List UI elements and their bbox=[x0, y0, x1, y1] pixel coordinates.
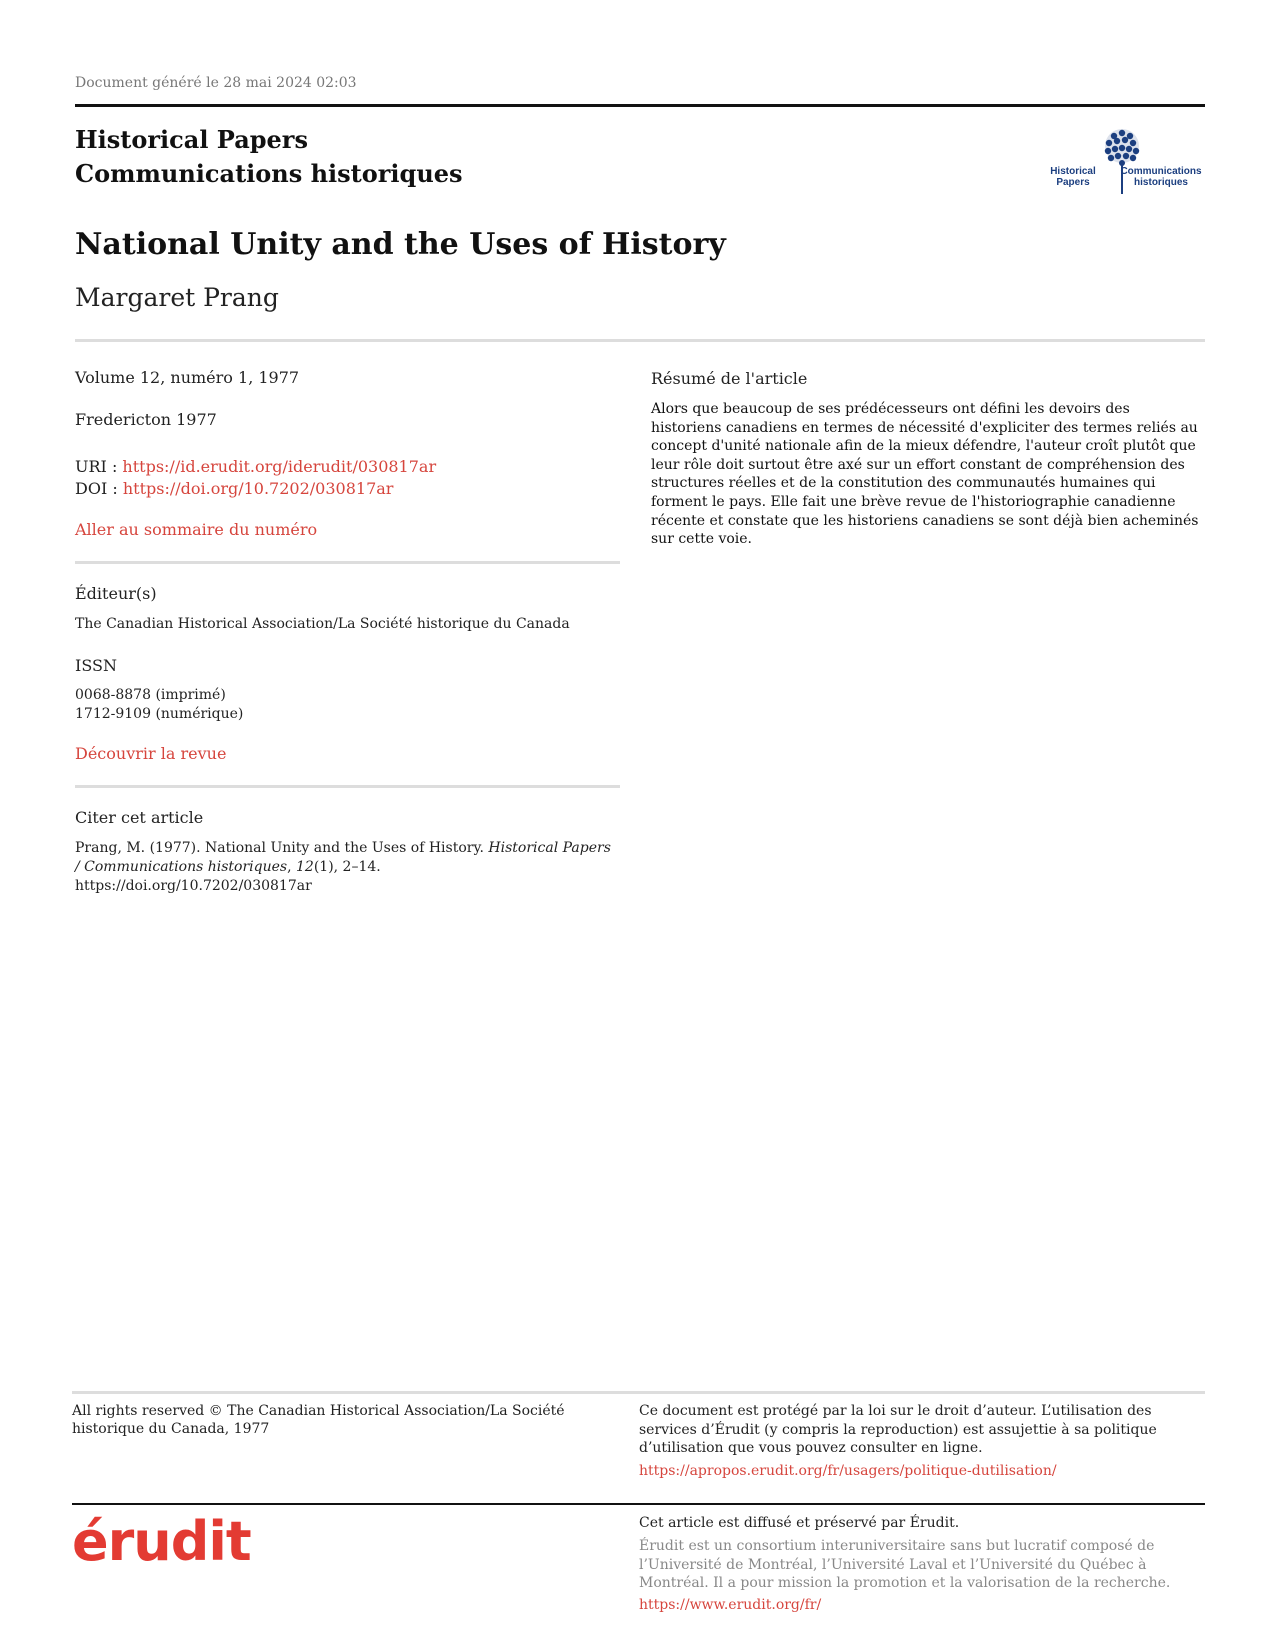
citation-journal: Historical Papers / Communications historiques bbox=[75, 840, 611, 875]
erudit-logo: érudit bbox=[72, 1510, 251, 1573]
uri-label: URI : bbox=[75, 457, 123, 476]
copyright-notice: Ce document est protégé par la loi sur le droit d’auteur. L’utilisation des services d’Érudit (y compris la reproduction) est assujettie à sa politique d’utilisation que vous pouvez consulter en ligne. bbox=[639, 1403, 1157, 1457]
erudit-link[interactable]: https://www.erudit.org/fr/ bbox=[639, 1597, 822, 1613]
uri-link[interactable]: https://id.erudit.org/iderudit/030817ar bbox=[122, 457, 437, 476]
logo-text-right bbox=[1116, 166, 1206, 188]
cite-heading: Citer cet article bbox=[75, 808, 204, 827]
divider-publisher bbox=[75, 561, 620, 564]
toc-link[interactable]: Aller au sommaire du numéro bbox=[75, 520, 318, 539]
discover-journal-link[interactable]: Découvrir la revue bbox=[75, 744, 227, 763]
journal-title-fr: Communications historiques bbox=[75, 159, 463, 188]
issn-digital: 1712-9109 (numérique) bbox=[75, 706, 244, 722]
doi-line bbox=[75, 479, 620, 498]
issn-print: 0068-8878 (imprimé) bbox=[75, 687, 226, 703]
article-author: Margaret Prang bbox=[75, 283, 279, 312]
logo-text-left-line2: Papers bbox=[1056, 177, 1090, 188]
logo-text-left-line1: Historical bbox=[1050, 166, 1096, 177]
uri-line bbox=[75, 457, 620, 476]
publisher-name: The Canadian Historical Association/La Société historique du Canada bbox=[75, 616, 570, 632]
logo-text-left bbox=[1040, 166, 1106, 188]
generated-date: Document généré le 28 mai 2024 02:03 bbox=[75, 75, 357, 91]
citation-volume: 12 bbox=[296, 859, 314, 875]
diffusion-notice: Cet article est diffusé et préservé par Érudit. bbox=[639, 1515, 960, 1531]
policy-link[interactable]: https://apropos.erudit.org/fr/usagers/politique-dutilisation/ bbox=[639, 1463, 1057, 1479]
abstract-heading: Résumé de l'article bbox=[651, 369, 808, 388]
journal-logo bbox=[1040, 128, 1205, 194]
issn-heading: ISSN bbox=[75, 656, 117, 675]
citation-part1: Prang, M. (1977). National Unity and the Uses of History. bbox=[75, 840, 489, 856]
logo-text-right-line2: historiques bbox=[1134, 177, 1188, 188]
article-title: National Unity and the Uses of History bbox=[75, 227, 726, 262]
divider-cite bbox=[75, 785, 620, 788]
logo-text-right-line1: Communications bbox=[1120, 166, 1202, 177]
footer-divider bbox=[72, 1391, 1205, 1394]
citation-part2: , bbox=[287, 859, 296, 875]
journal-title bbox=[75, 123, 463, 191]
section-divider bbox=[75, 339, 1205, 342]
conference-place: Fredericton 1977 bbox=[75, 410, 217, 429]
consortium-description: Érudit est un consortium interuniversitaire sans but lucratif composé de l’Université de Montréal, l’Université Laval et l’Université du Québec à Montréal. Il a pour mission la promotion et la valorisation de la recherche. bbox=[639, 1538, 1171, 1592]
citation-part3: (1), 2–14. https://doi.org/10.7202/030817ar bbox=[75, 859, 381, 894]
doi-link[interactable]: https://doi.org/10.7202/030817ar bbox=[122, 479, 394, 498]
journal-title-en: Historical Papers bbox=[75, 125, 308, 154]
top-divider bbox=[75, 104, 1205, 107]
volume-info: Volume 12, numéro 1, 1977 bbox=[75, 368, 300, 387]
doi-label: DOI : bbox=[75, 479, 123, 498]
abstract-body: Alors que beaucoup de ses prédécesseurs ont défini les devoirs des historiens canadiens en termes de nécessité d'expliciter des termes reliés au concept d'unité nationale afin de la mieux défendre, l'auteur croît plutôt que leur rôle doit surtout être axé sur un effort constant de compréhension des structures réelles et de la constitution des communautés humaines qui forment le pays. Elle fait une brève revue de l'historiographie canadienne récente et constate que les historiens canadiens se sont déjà bien acheminés sur cette voie. bbox=[651, 401, 1199, 548]
footer-bottom-divider bbox=[72, 1503, 1205, 1505]
rights-notice: All rights reserved © The Canadian Historical Association/La Société historique du Canada, 1977 bbox=[72, 1403, 565, 1437]
citation-text bbox=[75, 839, 620, 896]
publisher-heading: Éditeur(s) bbox=[75, 584, 157, 603]
